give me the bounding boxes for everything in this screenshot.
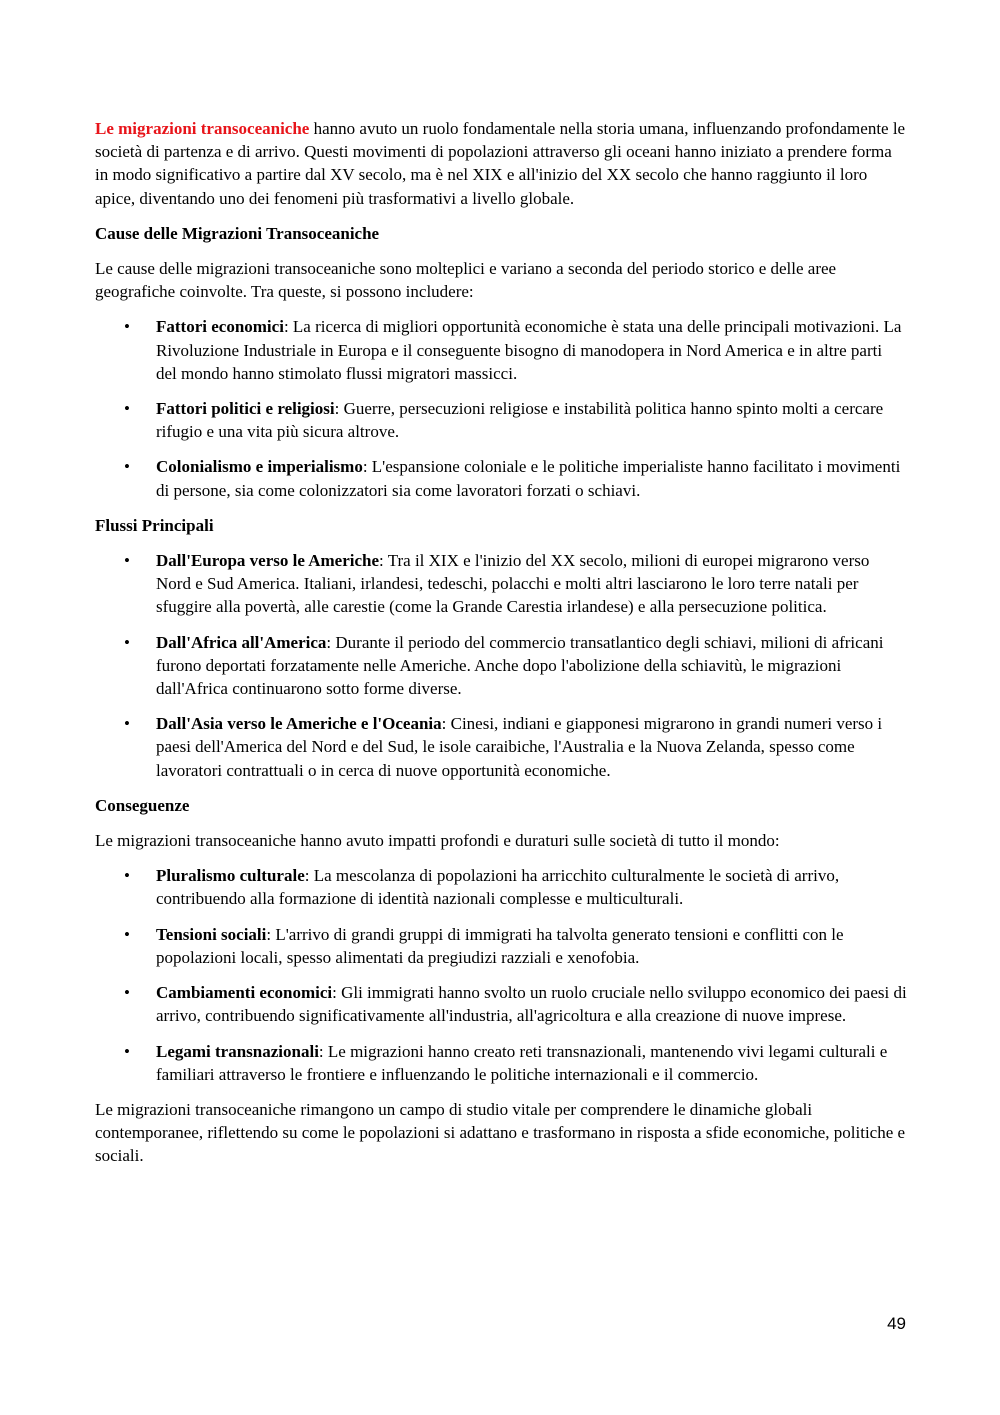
item-text: : Cinesi, indiani e giapponesi migrarono in grandi numeri verso i paesi dell'America del Nord e del Sud, le isole caraibiche, l'Australia e la Nuova Zelanda, spesso come lavoratori contrattuali o in cerca di nuove opportunità economiche. (156, 714, 883, 780)
bullet-icon: • (124, 714, 130, 734)
item-term: Dall'Europa verso le Americhe (156, 551, 380, 571)
list-item (95, 315, 907, 385)
item-term: Fattori politici e religiosi (156, 399, 335, 419)
item-text: : Le migrazioni hanno creato reti transnazionali, mantenendo vivi legami culturali e familiari attraverso le frontiere e influenzando le politiche internazionali e il commercio. (156, 1041, 888, 1084)
consequences-list (95, 864, 907, 1086)
list-item (95, 981, 907, 1027)
item-term: Dall'Asia verso le Americhe e l'Oceania (156, 714, 442, 734)
document-body (95, 117, 907, 1180)
item-text: : Guerre, persecuzioni religiose e instabilità politica hanno spinto molti a cercare rifugio e una vita più sicura altrove. (156, 399, 884, 442)
list-item (95, 549, 907, 619)
item-term: Cambiamenti economici (156, 983, 333, 1003)
item-text: : L'espansione coloniale e le politiche imperialiste hanno facilitato i movimenti di persone, sia come colonizzatori sia come lavoratori forzati o schiavi. (156, 457, 901, 500)
flows-list (95, 549, 907, 782)
item-text: : Tra il XIX e l'inizio del XX secolo, milioni di europei migrarono verso Nord e Sud America. Italiani, irlandesi, tedeschi, polacchi e molti altri lasciarono le loro terre natali per sfuggire alla povertà, alle carestie (come la Grande Carestia irlandese) e alla persecuzione politica. (156, 551, 870, 617)
conclusion-paragraph: Le migrazioni transoceaniche rimangono un campo di studio vitale per comprendere le dinamiche globali contemporanee, riflettendo su come le popolazioni si adattano e trasformano in risposta a sfide economiche, politiche e sociali. (95, 1099, 906, 1166)
causes-list (95, 315, 907, 501)
list-item (95, 397, 907, 443)
item-term: Pluralismo culturale (156, 866, 305, 886)
list-item (95, 712, 907, 782)
bullet-icon: • (124, 1041, 130, 1061)
item-term: Legami transnazionali (156, 1041, 319, 1061)
item-term: Colonialismo e imperialismo (156, 457, 363, 477)
item-text: : La ricerca di migliori opportunità economiche è stata una delle principali motivazioni. La Rivoluzione Industriale in Europa e il conseguente bisogno di manodopera in Nord America e in altre parti del mondo hanno stimolato flussi migratori massicci. (156, 317, 902, 383)
item-text: : L'arrivo di grandi gruppi di immigrati ha talvolta generato tensioni e conflitti con le popolazioni locali, spesso alimentati da pregiudizi razziali e xenofobia. (156, 924, 844, 967)
causes-heading: Cause delle Migrazioni Transoceaniche (95, 223, 380, 243)
item-text: : Gli immigrati hanno svolto un ruolo cruciale nello sviluppo economico dei paesi di arrivo, contribuendo significativamente all'industria, all'agricoltura e alla creazione di nuove imprese. (156, 983, 907, 1026)
item-term: Fattori economici (156, 317, 284, 337)
consequences-heading: Conseguenze (95, 795, 190, 815)
list-item (95, 864, 907, 910)
item-term: Dall'Africa all'America (156, 632, 327, 652)
list-item (95, 455, 907, 501)
item-text: : La mescolanza di popolazioni ha arricchito culturalmente le società di arrivo, contribuendo alla formazione di identità nazionali complesse e multiculturali. (156, 866, 840, 909)
causes-intro: Le cause delle migrazioni transoceaniche sono molteplici e variano a seconda del periodo storico e delle aree geografiche coinvolte. Tra queste, si possono includere: (95, 259, 837, 302)
bullet-icon: • (124, 924, 130, 944)
intro-text: hanno avuto un ruolo fondamentale nella storia umana, influenzando profondamente le società di partenza e di arrivo. Questi movimenti di popolazioni attraverso gli oceani hanno iniziato a prendere forma in modo significativo a partire dal XV secolo, ma è nel XIX e all'inizio del XX secolo che hanno raggiunto il loro apice, diventando uno dei fenomeni più trasformativi a livello globale. (95, 119, 906, 208)
intro-paragraph (95, 117, 907, 210)
item-text: : Durante il periodo del commercio transatlantico degli schiavi, milioni di africani furono deportati forzatamente nelle Americhe. Anche dopo l'abolizione della schiavitù, le migrazioni dall'Africa continuarono sotto forme diverse. (156, 632, 884, 699)
intro-highlight: Le migrazioni transoceaniche (95, 119, 310, 138)
bullet-icon: • (124, 399, 130, 419)
list-item (95, 1040, 907, 1086)
list-item (95, 631, 907, 701)
flows-heading: Flussi Principali (95, 515, 214, 535)
bullet-icon: • (124, 983, 130, 1003)
bullet-icon: • (124, 457, 130, 477)
bullet-icon: • (124, 632, 130, 652)
list-item (95, 923, 907, 969)
page-number: 49 (887, 1314, 906, 1333)
item-term: Tensioni sociali (156, 924, 267, 944)
bullet-icon: • (124, 551, 130, 571)
bullet-icon: • (124, 866, 130, 886)
bullet-icon: • (124, 317, 130, 337)
consequences-intro: Le migrazioni transoceaniche hanno avuto impatti profondi e duraturi sulle società di tutto il mondo: (95, 831, 780, 851)
